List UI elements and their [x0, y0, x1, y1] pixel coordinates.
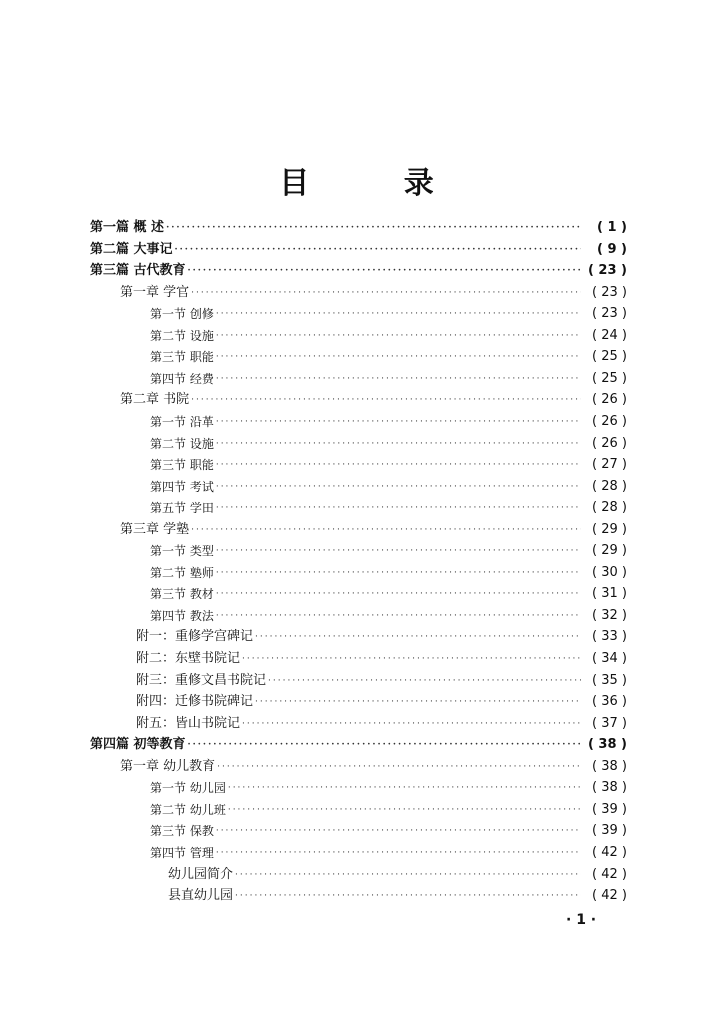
page-title: 目 录 — [279, 166, 476, 201]
toc-entry-page: ( 28 ) — [592, 500, 627, 516]
toc-entry-page: ( 42 ) — [592, 844, 627, 860]
toc-entry-label: 幼儿园简介 — [168, 866, 234, 882]
toc-leader-dots — [216, 369, 581, 389]
toc-entry-page: ( 42 ) — [592, 888, 627, 904]
toc-entry-label: 第二章 书院 — [120, 392, 190, 408]
toc-entry[interactable] — [90, 261, 627, 281]
toc-leader-dots — [216, 563, 581, 583]
toc-entry-page: ( 29 ) — [592, 543, 627, 559]
toc-leader-dots — [235, 865, 581, 885]
toc-entry-label: 附二：东壁书院记 — [136, 651, 241, 666]
toc-entry[interactable] — [136, 627, 627, 647]
toc-entry-label: 第一章 幼儿教育 — [120, 758, 216, 774]
toc-entry[interactable] — [168, 865, 627, 885]
toc-entry-page: ( 26 ) — [592, 413, 627, 429]
toc-entry-label: 第一节 创修 — [150, 307, 214, 322]
toc-leader-dots — [216, 584, 581, 604]
toc-entry-page: ( 37 ) — [592, 715, 627, 731]
toc-entry[interactable] — [120, 757, 627, 777]
toc-entry-label: 第四节 考试 — [150, 479, 214, 494]
toc-entry[interactable] — [136, 692, 627, 712]
toc-entry-label: 第一节 沿革 — [150, 414, 214, 429]
toc-entry[interactable] — [120, 283, 627, 303]
toc-entry-label: 附一：重修学宫碑记 — [136, 629, 254, 645]
toc-entry-page: ( 26 ) — [592, 392, 627, 408]
toc-entry[interactable] — [150, 821, 627, 841]
toc-leader-dots — [166, 218, 581, 238]
toc-leader-dots — [235, 886, 581, 906]
toc-entry-label: 第五节 学田 — [150, 501, 214, 516]
toc-entry-label: 第三节 职能 — [150, 350, 214, 365]
toc-leader-dots — [228, 778, 581, 798]
toc-leader-dots — [228, 800, 581, 820]
toc-leader-dots — [242, 649, 581, 669]
toc-entry-label: 附四：迁修书院碑记 — [136, 694, 254, 710]
toc-entry[interactable] — [150, 778, 627, 798]
toc-entry-label: 第二节 设施 — [150, 436, 214, 451]
toc-entry-page: ( 9 ) — [597, 241, 627, 257]
toc-entry-page: ( 35 ) — [592, 672, 627, 688]
toc-leader-dots — [216, 477, 581, 497]
toc-entry-page: ( 32 ) — [592, 607, 627, 623]
toc-entry-label: 第四节 教法 — [150, 608, 214, 623]
toc-entry-label: 第三节 教材 — [150, 587, 214, 602]
toc-entry[interactable] — [150, 326, 627, 346]
toc-leader-dots — [242, 714, 581, 734]
toc-leader-dots — [216, 455, 581, 475]
toc-entry-page: ( 27 ) — [592, 457, 627, 473]
toc-entry-label: 第一节 幼儿园 — [150, 781, 226, 796]
toc-entry-page: ( 36 ) — [592, 694, 627, 710]
toc-leader-dots — [216, 541, 581, 561]
toc-entry-label: 第二篇 大事记 — [90, 241, 173, 257]
toc-entry[interactable] — [150, 800, 627, 820]
toc-entry-page: ( 25 ) — [592, 370, 627, 386]
toc-entry-page: ( 34 ) — [592, 651, 627, 666]
toc-leader-dots — [255, 692, 581, 712]
toc-entry[interactable] — [150, 304, 627, 324]
toc-entry[interactable] — [136, 671, 627, 691]
toc-entry[interactable] — [168, 886, 627, 906]
toc-leader-dots — [216, 412, 581, 432]
toc-entry[interactable] — [150, 498, 627, 518]
toc-entry[interactable] — [150, 455, 627, 475]
toc-entry-label: 第三节 职能 — [150, 458, 214, 473]
toc-leader-dots — [191, 520, 581, 540]
toc-entry[interactable] — [150, 843, 627, 863]
toc-leader-dots — [216, 326, 581, 346]
toc-leader-dots — [268, 671, 581, 691]
toc-leader-dots — [175, 240, 581, 260]
toc-leader-dots — [216, 347, 581, 367]
toc-entry-label: 第二节 设施 — [150, 328, 214, 343]
toc-entry-page: ( 29 ) — [592, 521, 627, 537]
toc-entry[interactable] — [90, 240, 627, 260]
toc-entry-label: 第三篇 古代教育 — [90, 263, 186, 279]
toc-leader-dots — [255, 627, 581, 647]
toc-leader-dots — [188, 735, 581, 755]
toc-entry-page: ( 38 ) — [587, 737, 627, 753]
toc-entry-page: ( 31 ) — [592, 586, 627, 602]
toc-entry[interactable] — [120, 390, 627, 410]
toc-entry-label: 第四节 经费 — [150, 371, 214, 386]
toc-entry-page: ( 39 ) — [592, 801, 627, 817]
toc-entry[interactable] — [136, 649, 627, 669]
toc-entry-label: 第四节 管理 — [150, 845, 214, 860]
toc-leader-dots — [216, 606, 581, 626]
toc-entry-page: ( 1 ) — [597, 220, 627, 235]
toc-entry-label: 第二节 塾师 — [150, 565, 214, 580]
toc-entry[interactable] — [150, 563, 627, 583]
toc-entry[interactable] — [150, 434, 627, 454]
toc-leader-dots — [191, 283, 581, 303]
toc-entry-page: ( 30 ) — [592, 564, 627, 580]
toc-leader-dots — [216, 304, 581, 324]
toc-entry[interactable] — [150, 606, 627, 626]
toc-leader-dots — [217, 757, 581, 777]
toc-entry[interactable] — [136, 714, 627, 734]
toc-entry-page: ( 23 ) — [592, 284, 627, 300]
toc-leader-dots — [191, 390, 581, 410]
toc-entry-page: ( 39 ) — [592, 823, 627, 839]
toc-entry-page: ( 23 ) — [587, 263, 627, 279]
toc-leader-dots — [188, 261, 581, 281]
toc-entry[interactable] — [120, 520, 627, 540]
toc-entry-page: ( 26 ) — [592, 435, 627, 451]
toc-entry[interactable] — [150, 541, 627, 561]
toc-leader-dots — [216, 821, 581, 841]
toc-entry[interactable] — [90, 218, 627, 238]
toc-leader-dots — [216, 843, 581, 863]
toc-entry-label: 附三：重修文昌书院记 — [136, 672, 267, 688]
toc-entry[interactable] — [150, 347, 627, 367]
toc-entry[interactable] — [150, 477, 627, 497]
toc-entry-label: 第一节 类型 — [150, 544, 214, 559]
toc-entry[interactable] — [150, 412, 627, 432]
toc-entry-page: ( 28 ) — [592, 478, 627, 494]
toc-entry-label: 附五：皆山书院记 — [136, 715, 241, 731]
toc-entry-label: 第一篇 概 述 — [90, 220, 165, 235]
toc-entry-page: ( 38 ) — [592, 780, 627, 796]
toc-entry-label: 县直幼儿园 — [168, 888, 234, 904]
toc-entry-page: ( 25 ) — [592, 349, 627, 365]
toc-entry-page: ( 38 ) — [592, 758, 627, 774]
toc-leader-dots — [216, 498, 581, 518]
toc-entry-label: 第三章 学塾 — [120, 521, 190, 537]
toc-entry-label: 第四篇 初等教育 — [90, 737, 186, 753]
page-number: · 1 · — [566, 912, 597, 928]
toc-entry-label: 第三节 保教 — [150, 824, 214, 839]
toc-leader-dots — [216, 434, 581, 454]
toc-entry-label: 第一章 学官 — [120, 284, 190, 300]
toc-entry-label: 第二节 幼儿班 — [150, 802, 226, 817]
toc-entry-page: ( 23 ) — [592, 306, 627, 322]
toc-entry[interactable] — [150, 584, 627, 604]
toc-entry[interactable] — [150, 369, 627, 389]
toc-entry[interactable] — [90, 735, 627, 755]
toc-entry-page: ( 33 ) — [592, 629, 627, 645]
toc-entry-page: ( 42 ) — [592, 866, 627, 882]
toc-entry-page: ( 24 ) — [592, 327, 627, 343]
